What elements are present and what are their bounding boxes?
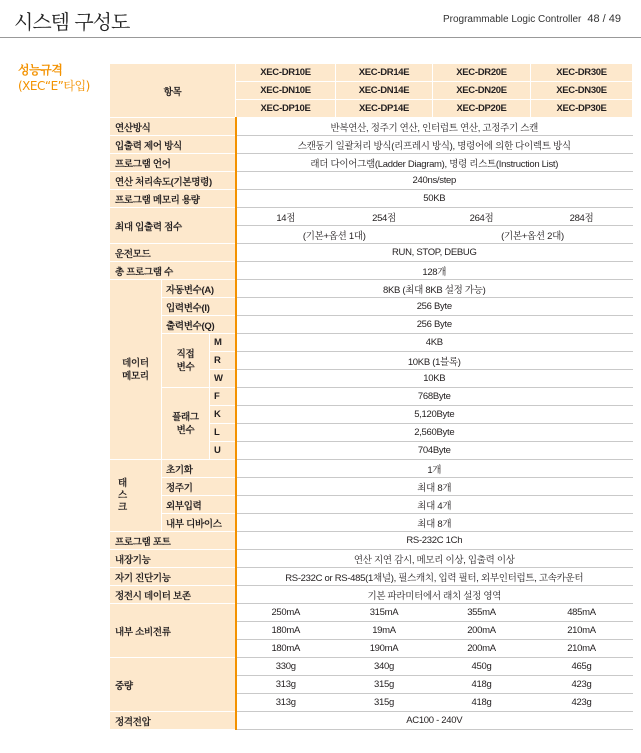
row-value: RS-232C or RS-485(1채널), 필스캐치, 입력 필터, 외부인터럽트, 고속카운터 (236, 568, 633, 586)
row-value: 200mA (433, 640, 531, 658)
row-value: AC100 - 240V (236, 712, 633, 730)
row-value: 14점 (236, 208, 336, 226)
header-subtitle (443, 13, 621, 25)
row-value: 450g (433, 658, 531, 676)
model-cell: XEC-DN20E (433, 82, 531, 100)
row-label: 내장기능 (110, 550, 236, 568)
row-value: 423g (531, 676, 633, 694)
row-label: 연산방식 (110, 118, 236, 136)
row-label: 내부 소비전류 (110, 604, 236, 658)
row-value: 기본 파라미터에서 래치 설정 영역 (236, 586, 633, 604)
row-value: 180mA (236, 640, 336, 658)
row-label: 운전모드 (110, 244, 236, 262)
row-value: 180mA (236, 622, 336, 640)
row-value: 704Byte (236, 442, 633, 460)
row-value: 256 Byte (236, 298, 633, 316)
row-value: 2,560Byte (236, 424, 633, 442)
row-value: 50KB (236, 190, 633, 208)
row-value: 240ns/step (236, 172, 633, 190)
row-value: 355mA (433, 604, 531, 622)
row-label: 자기 진단기능 (110, 568, 236, 586)
row-value: 423g (531, 694, 633, 712)
row-label: 프로그램 메모리 용량 (110, 190, 236, 208)
row-value: 250mA (236, 604, 336, 622)
data-memory-label: 데이터 메모리 (110, 280, 162, 460)
row-value: 315g (336, 676, 433, 694)
model-cell: XEC-DP20E (433, 100, 531, 118)
page-number: 48 / 49 (587, 13, 621, 25)
model-cell: XEC-DP14E (336, 100, 433, 118)
row-value: 313g (236, 694, 336, 712)
row-value: 315g (336, 694, 433, 712)
sub-key: K (210, 406, 236, 424)
row-value: 340g (336, 658, 433, 676)
row-label: 입출력 제어 방식 (110, 136, 236, 154)
model-cell: XEC-DR30E (531, 64, 633, 82)
row-value: 반복연산, 정주기 연산, 인터럽트 연산, 고정주기 스캔 (236, 118, 633, 136)
sub-key: M (210, 334, 236, 352)
row-label: 정전시 데이터 보존 (110, 586, 236, 604)
row-value: 256 Byte (236, 316, 633, 334)
page-title: 시스템 구성도 (14, 10, 130, 34)
row-value: 최대 4개 (236, 496, 633, 514)
model-cell: XEC-DN10E (236, 82, 336, 100)
row-label: 연산 처리속도(기본명령) (110, 172, 236, 190)
row-label: 최대 입출력 점수 (110, 208, 236, 244)
row-value: 313g (236, 676, 336, 694)
row-label: 프로그램 언어 (110, 154, 236, 172)
model-cell: XEC-DR10E (236, 64, 336, 82)
row-value: 284점 (531, 208, 633, 226)
row-value: 200mA (433, 622, 531, 640)
row-value: 4KB (236, 334, 633, 352)
row-value: 래더 다이어그램(Ladder Diagram), 명령 리스트(Instruction List) (236, 154, 633, 172)
task-label: 태 스 크 (110, 460, 162, 532)
row-value: 최대 8개 (236, 514, 633, 532)
direct-var-label: 직접 변수 (162, 334, 210, 388)
model-cell: XEC-DR20E (433, 64, 531, 82)
row-value: 254점 (336, 208, 433, 226)
sub-key: F (210, 388, 236, 406)
row-value: 128개 (236, 262, 633, 280)
header-item: 항목 (110, 64, 236, 118)
section-title: 성능규격 (18, 63, 63, 77)
row-value: 연산 지연 감시, 메모리 이상, 입출력 이상 (236, 550, 633, 568)
row-value: 10KB (1블록) (236, 352, 633, 370)
model-cell: XEC-DP10E (236, 100, 336, 118)
row-value: 190mA (336, 640, 433, 658)
sub-label: 자동변수(A) (162, 280, 236, 298)
row-label: 총 프로그램 수 (110, 262, 236, 280)
sub-key: L (210, 424, 236, 442)
row-value: 최대 8개 (236, 478, 633, 496)
row-value: 418g (433, 694, 531, 712)
row-value: 10KB (236, 370, 633, 388)
model-cell: XEC-DN30E (531, 82, 633, 100)
row-label: 프로그램 포트 (110, 532, 236, 550)
row-value: 315mA (336, 604, 433, 622)
row-value: 330g (236, 658, 336, 676)
sub-key: U (210, 442, 236, 460)
sub-key: R (210, 352, 236, 370)
sub-label: 내부 디바이스 (162, 514, 236, 532)
row-value: 19mA (336, 622, 433, 640)
sub-label: 정주기 (162, 478, 236, 496)
sub-label: 초기화 (162, 460, 236, 478)
row-value: 1개 (236, 460, 633, 478)
row-value: 5,120Byte (236, 406, 633, 424)
row-value: 768Byte (236, 388, 633, 406)
sub-key: W (210, 370, 236, 388)
section-subtitle: (XEC“E”타입) (18, 79, 90, 93)
row-label: 정격전압 (110, 712, 236, 730)
row-value: (기본+옵션 1대) (236, 226, 433, 244)
row-value: RUN, STOP, DEBUG (236, 244, 633, 262)
header-divider (0, 37, 641, 38)
sub-label: 입력변수(I) (162, 298, 236, 316)
model-cell: XEC-DN14E (336, 82, 433, 100)
sub-label: 출력변수(Q) (162, 316, 236, 334)
row-value: 264점 (433, 208, 531, 226)
spec-table (109, 63, 633, 730)
row-value: RS-232C 1Ch (236, 532, 633, 550)
sub-label: 외부입력 (162, 496, 236, 514)
row-value: 210mA (531, 622, 633, 640)
flag-var-label: 플래그 변수 (162, 388, 210, 460)
row-value: 418g (433, 676, 531, 694)
row-value: 8KB (최대 8KB 설정 가능) (236, 280, 633, 298)
row-value: (기본+옵션 2대) (433, 226, 633, 244)
row-value: 485mA (531, 604, 633, 622)
row-value: 스캔동기 일괄처리 방식(리프레시 방식), 명령어에 의한 다이렉트 방식 (236, 136, 633, 154)
section-heading (18, 62, 90, 94)
model-cell: XEC-DP30E (531, 100, 633, 118)
row-value: 210mA (531, 640, 633, 658)
row-value: 465g (531, 658, 633, 676)
product-name: Programmable Logic Controller (442, 14, 582, 25)
model-cell: XEC-DR14E (336, 64, 433, 82)
row-label: 중량 (110, 658, 236, 712)
